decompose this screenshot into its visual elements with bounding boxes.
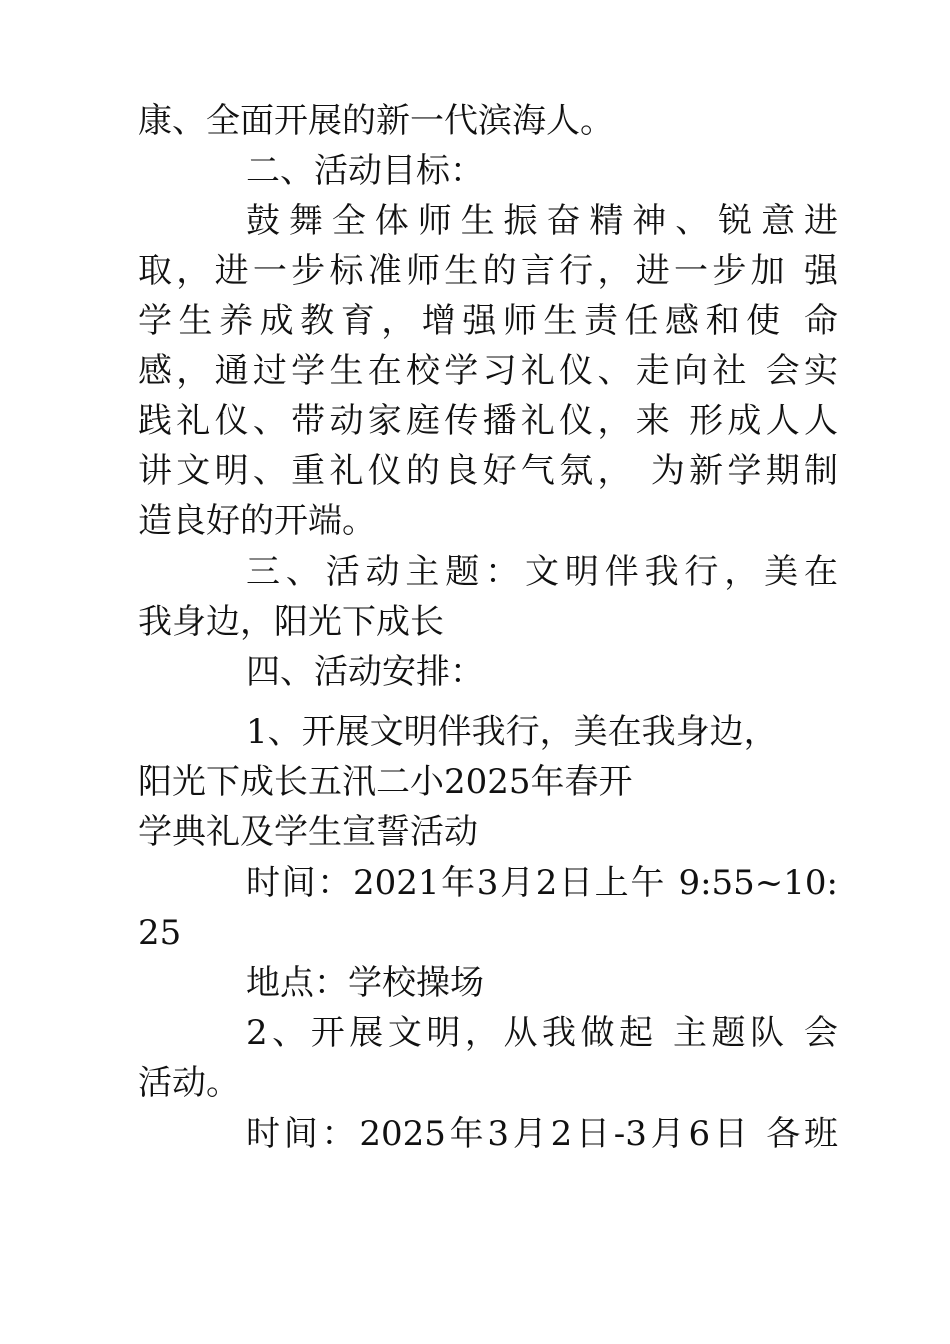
text-line: 我身边，阳光下成长: [138, 602, 444, 642]
text-line: 践礼仪、带动家庭传播礼仪，来 形成人人: [138, 401, 838, 441]
text-line: 活动。: [138, 1063, 240, 1103]
section-heading-theme: 三、活动主题：文明伴我行，美在: [246, 552, 838, 592]
section-heading-arrangement: 四、活动安排：: [246, 652, 484, 692]
text-line: 阳光下成长五汛二小2025年春开: [138, 762, 633, 802]
text-line: 讲文明、重礼仪的良好气氛， 为新学期制: [138, 451, 838, 491]
section-heading-goals: 二、活动目标：: [246, 151, 484, 191]
list-item-1: 1、开展文明伴我行，美在我身边，: [246, 712, 778, 752]
text-line: 康、全面开展的新一代滨海人。: [138, 101, 614, 141]
time-line-2: 时间：2025年3月2日-3月6日 各班: [246, 1114, 838, 1154]
list-item-2: 2、开展文明，从我做起 主题队 会: [246, 1013, 838, 1053]
text-line: 感，通过学生在校学习礼仪、走向社 会实: [138, 351, 838, 391]
time-line-1: 时间：2021年3月2日上午 9:55~10:: [246, 863, 838, 903]
text-line: 学生养成教育，增强师生责任感和使 命: [138, 301, 838, 341]
text-line: 鼓舞全体师生振奋精神、锐意进: [246, 201, 838, 241]
text-line: 学典礼及学生宣誓活动: [138, 812, 478, 852]
text-line: 取，进一步标准师生的言行，进一步加 强: [138, 251, 838, 291]
text-line: 25: [138, 913, 182, 953]
location-line: 地点：学校操场: [246, 963, 484, 1003]
text-line: 造良好的开端。: [138, 501, 376, 541]
